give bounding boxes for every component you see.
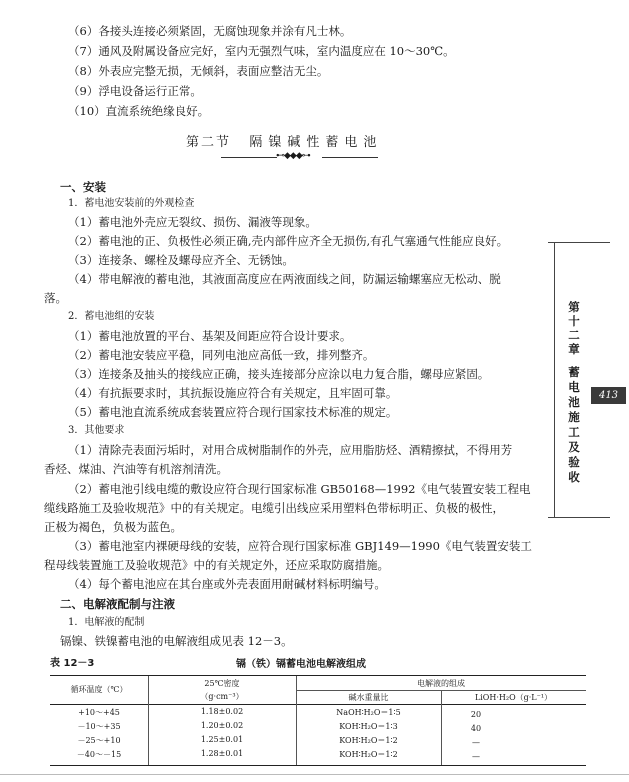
sub1-item-2: （2）蓄电池的正、负极性必须正确,壳内部件应齐全无损伤,有孔气塞通气性能应良好。 [68,234,509,248]
sub3-line-3: （2）蓄电池引线电缆的敷设应符合现行国家标准 GB50168—1992《电气装置安装工程电 [68,482,531,496]
row3-ratio: KOH∶H₂O＝1∶2 [339,736,398,745]
side-title-char-8: 收 [568,470,580,484]
row3-lioh: — [472,738,480,747]
heading-electrolyte: 二、电解液配制与注液 [60,597,175,611]
th-lioh: LiOH·H₂O（g·L⁻¹） [474,693,553,702]
subheading-appearance: 1．蓄电池安装前的外观检查 [68,198,195,209]
row1-temp: +10～+45 [78,708,120,717]
ornament-line-left [221,157,277,158]
ornament-line-right [322,157,378,158]
table-top-rule [50,675,586,676]
sub2-item-3: （3）连接条及抽头的接线应正确，接头连接部分应涂以电力复合脂，螺母应紧固。 [68,367,490,381]
side-chapter-char-2: 十 [568,314,580,328]
sub3-line-6: （3）蓄电池室内裸硬母线的安装，应符合现行国家标准 GBJ149—1990《电气装置安装工 [68,539,532,553]
side-title-char-1: 蓄 [568,365,580,379]
row2-temp: －10～+35 [77,722,121,731]
item-top-6: （6）各接头连接必须紧固，无腐蚀现象并涂有凡士林。 [68,24,352,38]
sub1-item-4-cont: 落。 [44,291,67,305]
ornament: ⊷◆◆◆⊶ [276,151,310,161]
row1-density: 1.18±0.02 [200,707,244,716]
sub3-line-2: 香烃、煤油、汽油等有机溶剂清洗。 [44,462,228,476]
sub2-item-4: （4）有抗振要求时，其抗振设施应符合有关规定，且牢固可靠。 [68,386,398,400]
side-title-char-4: 施 [568,410,580,424]
side-title-char-2: 电 [568,380,580,394]
side-top-rule [548,242,610,243]
th-density: 25℃密度 [204,679,240,688]
row2-lioh: 40 [470,724,482,733]
row4-temp: －40～－15 [76,750,122,759]
row2-ratio: KOH∶H₂O＝1∶3 [339,722,398,731]
sub1-item-3: （3）连接条、螺栓及螺母应齐全、无锈蚀。 [68,253,294,267]
sub2-item-5: （5）蓄电池直流系统成套装置应符合现行国家技术标准的规定。 [68,405,398,419]
side-chapter-char-3: 二 [568,328,580,342]
item-top-9: （9）浮电设备运行正常。 [68,84,202,98]
page-number-badge: 413 [591,387,626,404]
side-title-char-7: 验 [568,455,580,469]
sub3-line-8: （4）每个蓄电池应在其台座或外壳表面用耐碱材料标明编号。 [68,577,386,591]
sub2-item-2: （2）蓄电池安装应平稳，同列电池应高低一致，排列整齐。 [68,348,375,362]
sub1-item-4: （4）带电解液的蓄电池，其液面高度应在两液面线之间，防漏运输螺塞应无松动、脱 [68,272,501,286]
row3-temp: －25～+10 [77,736,121,745]
table-subheader-rule [296,690,586,691]
row4-density: 1.28±0.01 [200,749,244,758]
sub2-item-1: （1）蓄电池放置的平台、基架及间距应符合设计要求。 [68,329,352,343]
th-composition: 电解液的组成 [417,679,465,688]
th-density-unit: （g·cm⁻³） [200,692,244,701]
page-bottom-rule [0,774,629,775]
sub3-line-1: （1）清除壳表面污垢时，对用合成树脂制作的外壳，应用脂肪烃、酒精擦拭，不得用芳 [68,443,513,457]
table-header-rule [50,704,586,705]
th-ratio: 碱水重量比 [348,693,389,702]
row2-density: 1.20±0.02 [200,721,244,730]
section-number: 第二节 [186,135,232,150]
side-title-char-5: 工 [568,425,580,439]
row4-lioh: — [472,752,480,761]
sub1-item-1: （1）蓄电池外壳应无裂纹、损伤、漏液等现象。 [68,215,317,229]
side-title-char-3: 池 [568,395,580,409]
electrolyte-intro: 镉镍、铁镍蓄电池的电解液组成见表 12－3。 [60,634,293,648]
row3-density: 1.25±0.01 [200,735,244,744]
th-temp: 循环温度（℃） [70,685,128,694]
side-vertical-rule [554,242,555,517]
side-bottom-rule [548,517,610,518]
sub3-line-5: 正极为褐色，负极为蓝色。 [44,520,182,534]
item-top-7: （7）通风及附属设备应完好，室内无强烈气味，室内温度应在 10～30℃。 [68,44,455,58]
section-title [186,131,382,150]
item-top-8: （8）外表应完整无损，无倾斜，表面应整洁无尘。 [68,64,329,78]
table-bottom-rule [50,765,586,766]
sub3-line-7: 程母线装置施工及验收规范》中的有关规定外，还应采取防腐措施。 [44,558,389,572]
subheading-electrolyte-prep: 1．电解液的配制 [68,617,145,628]
side-title-char-6: 及 [568,440,580,454]
table-label: 表 12－3 [50,658,95,669]
heading-install: 一、安装 [60,180,106,194]
row1-ratio: NaOH∶H₂O＝1∶5 [336,708,401,717]
row1-lioh: 20 [470,710,482,719]
side-chapter-char-4: 章 [568,342,580,356]
side-chapter-char-1: 第 [568,300,580,314]
item-top-10: （10）直流系统绝缘良好。 [68,104,210,118]
section-name: 隔镍碱性蓄电池 [249,135,383,150]
sub3-line-4: 缆线路施工及验收规范》中的有关规定。电缆引出线应采用塑料色带标明正、负极的极性， [44,501,504,515]
row4-ratio: KOH∶H₂O＝1∶2 [339,750,398,759]
subheading-group-install: 2．蓄电池组的安装 [68,311,155,322]
subheading-other: 3．其他要求 [68,425,125,436]
table-title: 镉（铁）镉蓄电池电解液组成 [236,659,366,670]
